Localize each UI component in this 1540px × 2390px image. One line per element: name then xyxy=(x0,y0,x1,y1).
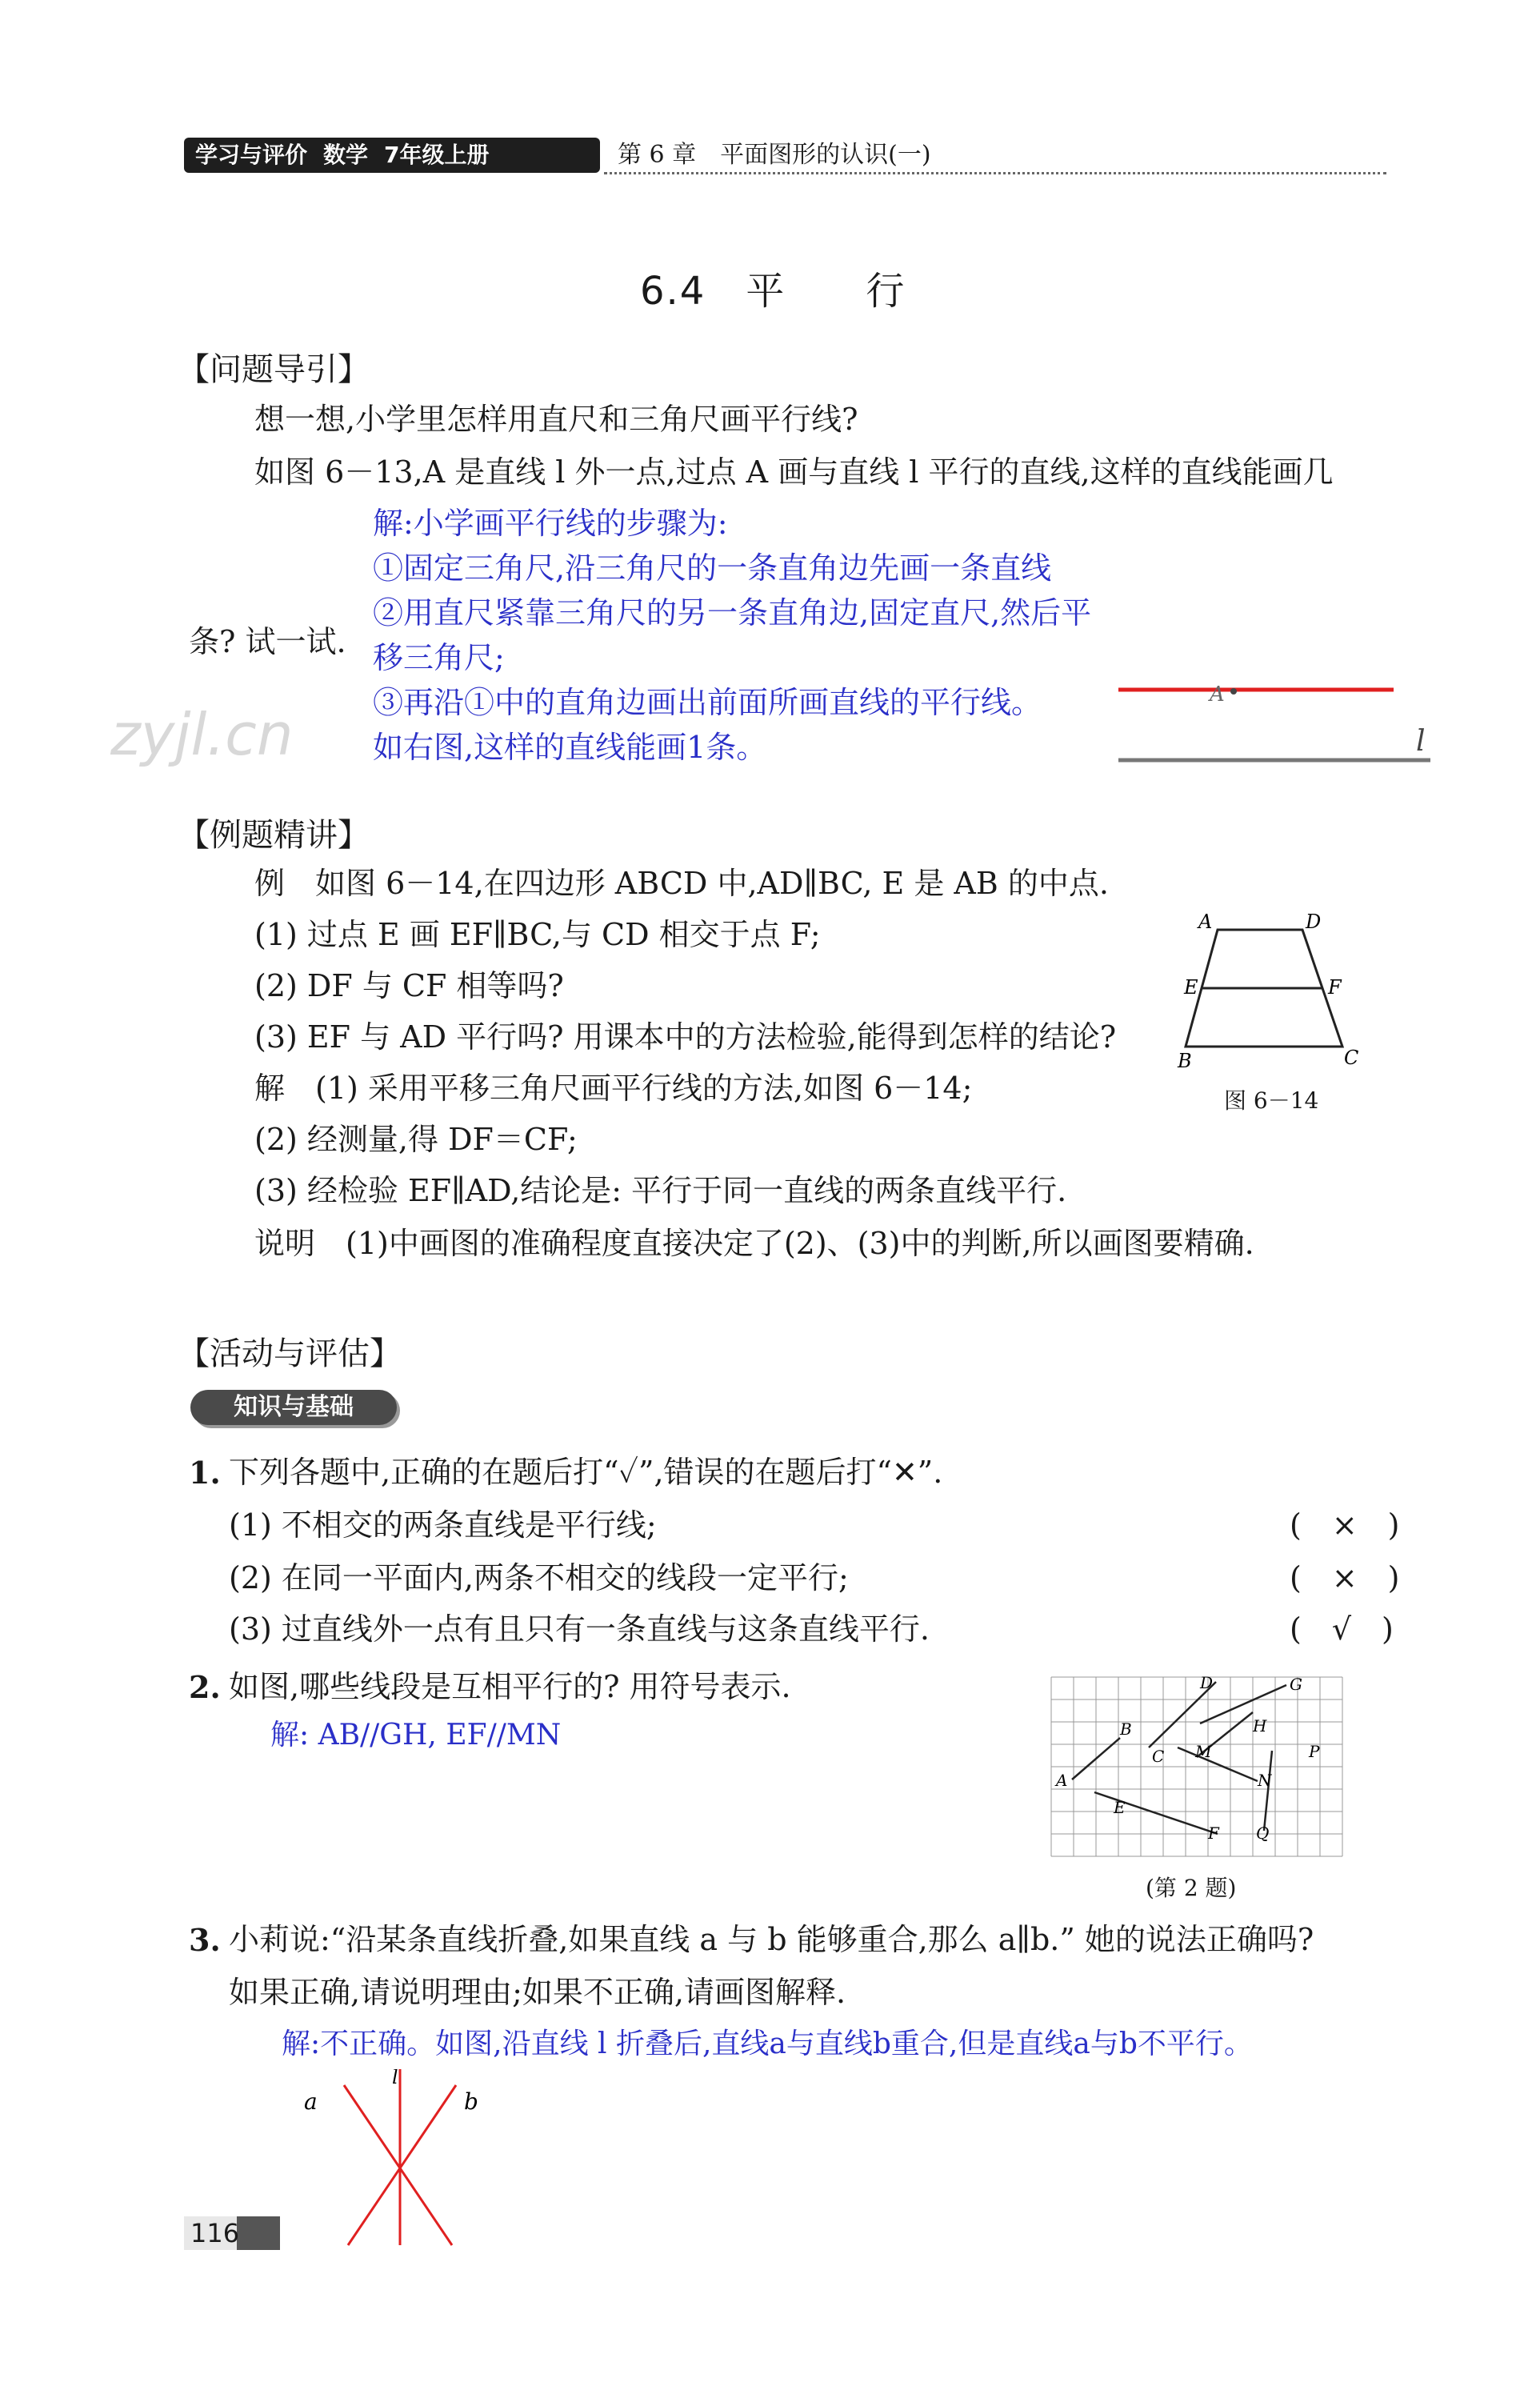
problem-2-grid-figure xyxy=(1048,1674,1352,1860)
solution-3: (3) 经检验 EF∥AD,结论是: 平行于同一直线的两条直线平行. xyxy=(254,1173,1067,1208)
segment-gh xyxy=(1200,1685,1286,1723)
guide-answer-6: 如右图,这样的直线能画1条。 xyxy=(373,730,767,765)
example-question: 例 如图 6－14,在四边形 ABCD 中,AD∥BC, E 是 AB 的中点. xyxy=(254,866,1109,901)
grid-label-F: F xyxy=(1208,1824,1219,1843)
guide-answer-3: ②用直尺紧靠三角尺的另一条直角边,固定直尺,然后平 xyxy=(373,595,1092,631)
problem-1-mark-2: ( × ) xyxy=(1290,1560,1400,1595)
grid-label-G: G xyxy=(1290,1675,1302,1694)
solution-2: (2) 经测量,得 DF＝CF; xyxy=(254,1122,578,1157)
label-E: E xyxy=(1184,976,1198,999)
guide-answer-2: ①固定三角尺,沿三角尺的一条直角边先画一条直线 xyxy=(373,550,1052,586)
activity-heading: 【活动与评估】 xyxy=(178,1335,402,1372)
problem-1-stem: 下列各题中,正确的在题后打“✓”,错误的在题后打“✕”. xyxy=(229,1455,943,1490)
problem-1-item-2: (2) 在同一平面内,两条不相交的线段一定平行; xyxy=(229,1560,849,1595)
fig3-label-b: b xyxy=(464,2088,478,2115)
example-part-2: (2) DF 与 CF 相等吗? xyxy=(254,968,564,1003)
guide-answer-1: 解:小学画平行线的步骤为: xyxy=(373,506,728,541)
grid-lines xyxy=(1051,1677,1342,1856)
problem-2-stem: 如图,哪些线段是互相平行的? 用符号表示. xyxy=(229,1669,791,1704)
header-chapter: 第 6 章 平面图形的认识(一) xyxy=(618,141,931,169)
header-series-box xyxy=(184,138,600,173)
grid-label-N: N xyxy=(1258,1771,1272,1790)
label-A: A xyxy=(1198,912,1213,933)
grid-label-D: D xyxy=(1200,1674,1214,1692)
header-divider xyxy=(604,172,1386,174)
problem-2-number: 2. xyxy=(189,1669,221,1705)
segment-pq xyxy=(1264,1751,1272,1831)
grid-label-A: A xyxy=(1056,1771,1068,1790)
grid-label-P: P xyxy=(1309,1742,1320,1761)
grid-label-Q: Q xyxy=(1256,1824,1270,1843)
point-a xyxy=(1230,688,1237,695)
problem-3-stem-1: 小莉说:“沿某条直线折叠,如果直线 a 与 b 能够重合,那么 a∥b.” 她的说法正确吗? xyxy=(229,1922,1314,1957)
label-C: C xyxy=(1344,1047,1359,1069)
problem-3-answer: 解:不正确。如图,沿直线 l 折叠后,直线a与直线b重合,但是直线a与b不平行。 xyxy=(282,2028,1253,2060)
guide-heading: 【问题导引】 xyxy=(178,351,370,388)
guide-answer-4: 移三角尺; xyxy=(373,640,505,675)
grid-label-C: C xyxy=(1152,1747,1165,1766)
guide-line1: 想一想,小学里怎样用直尺和三角尺画平行线? xyxy=(254,402,858,437)
problem-3-figure xyxy=(288,2069,488,2253)
fig3-label-a: a xyxy=(304,2088,318,2115)
label-D: D xyxy=(1306,912,1322,933)
label-l: l xyxy=(1416,725,1426,758)
problem-1-number: 1. xyxy=(189,1455,221,1491)
example-part-1: (1) 过点 E 画 EF∥BC,与 CD 相交于点 F; xyxy=(254,917,821,952)
grid-label-B: B xyxy=(1120,1719,1132,1739)
page-number: 116 xyxy=(184,2216,280,2250)
problem-3-number: 3. xyxy=(189,1922,221,1958)
label-B: B xyxy=(1178,1050,1192,1072)
guide-line3: 条? 试一试. xyxy=(189,624,346,659)
problem-1-item-3: (3) 过直线外一点有且只有一条直线与这条直线平行. xyxy=(229,1611,930,1647)
header-grade: 7年级上册 xyxy=(384,142,490,168)
problem-3-stem-2: 如果正确,请说明理由;如果不正确,请画图解释. xyxy=(229,1975,846,2010)
label-a: A xyxy=(1210,683,1225,707)
guide-answer-5: ③再沿①中的直角边画出前面所画直线的平行线。 xyxy=(373,685,1042,720)
header-series: 学习与评价 xyxy=(195,142,308,168)
label-F: F xyxy=(1328,976,1342,999)
problem-2-caption: (第 2 题) xyxy=(1146,1875,1237,1901)
figure-6-13 xyxy=(1112,671,1448,783)
example-heading: 【例题精讲】 xyxy=(178,817,370,854)
guide-line2: 如图 6－13,A 是直线 l 外一点,过点 A 画与直线 l 平行的直线,这样的直线能画几 xyxy=(254,454,1334,490)
grid-label-M: M xyxy=(1195,1742,1212,1761)
watermark: zyjl.cn xyxy=(110,701,294,768)
example-part-3: (3) EF 与 AD 平行吗? 用课本中的方法检验,能得到怎样的结论? xyxy=(254,1019,1117,1055)
segment-mn xyxy=(1178,1747,1258,1781)
solution-1: 解 (1) 采用平移三角尺画平行线的方法,如图 6－14; xyxy=(254,1071,973,1106)
problem-1-item-1: (1) 不相交的两条直线是平行线; xyxy=(229,1507,657,1543)
example-note: 说明 (1)中画图的准确程度直接决定了(2)、(3)中的判断,所以画图要精确. xyxy=(254,1226,1254,1261)
problem-1-mark-3: ( √ ) xyxy=(1290,1611,1394,1647)
grid-label-H: H xyxy=(1253,1716,1267,1735)
grid-label-E: E xyxy=(1114,1798,1126,1817)
line-b xyxy=(348,2085,456,2245)
knowledge-badge: 知识与基础 xyxy=(190,1390,397,1425)
fig3-label-l: l xyxy=(392,2069,398,2088)
figure-6-14-caption: 图 6－14 xyxy=(1224,1087,1319,1114)
problem-2-answer: 解: AB//GH, EF//MN xyxy=(270,1719,562,1751)
section-title: 6.4 平 行 xyxy=(640,269,906,314)
line-a xyxy=(344,2085,452,2245)
header-subject: 数学 xyxy=(323,142,369,168)
problem-1-mark-1: ( × ) xyxy=(1290,1507,1400,1543)
